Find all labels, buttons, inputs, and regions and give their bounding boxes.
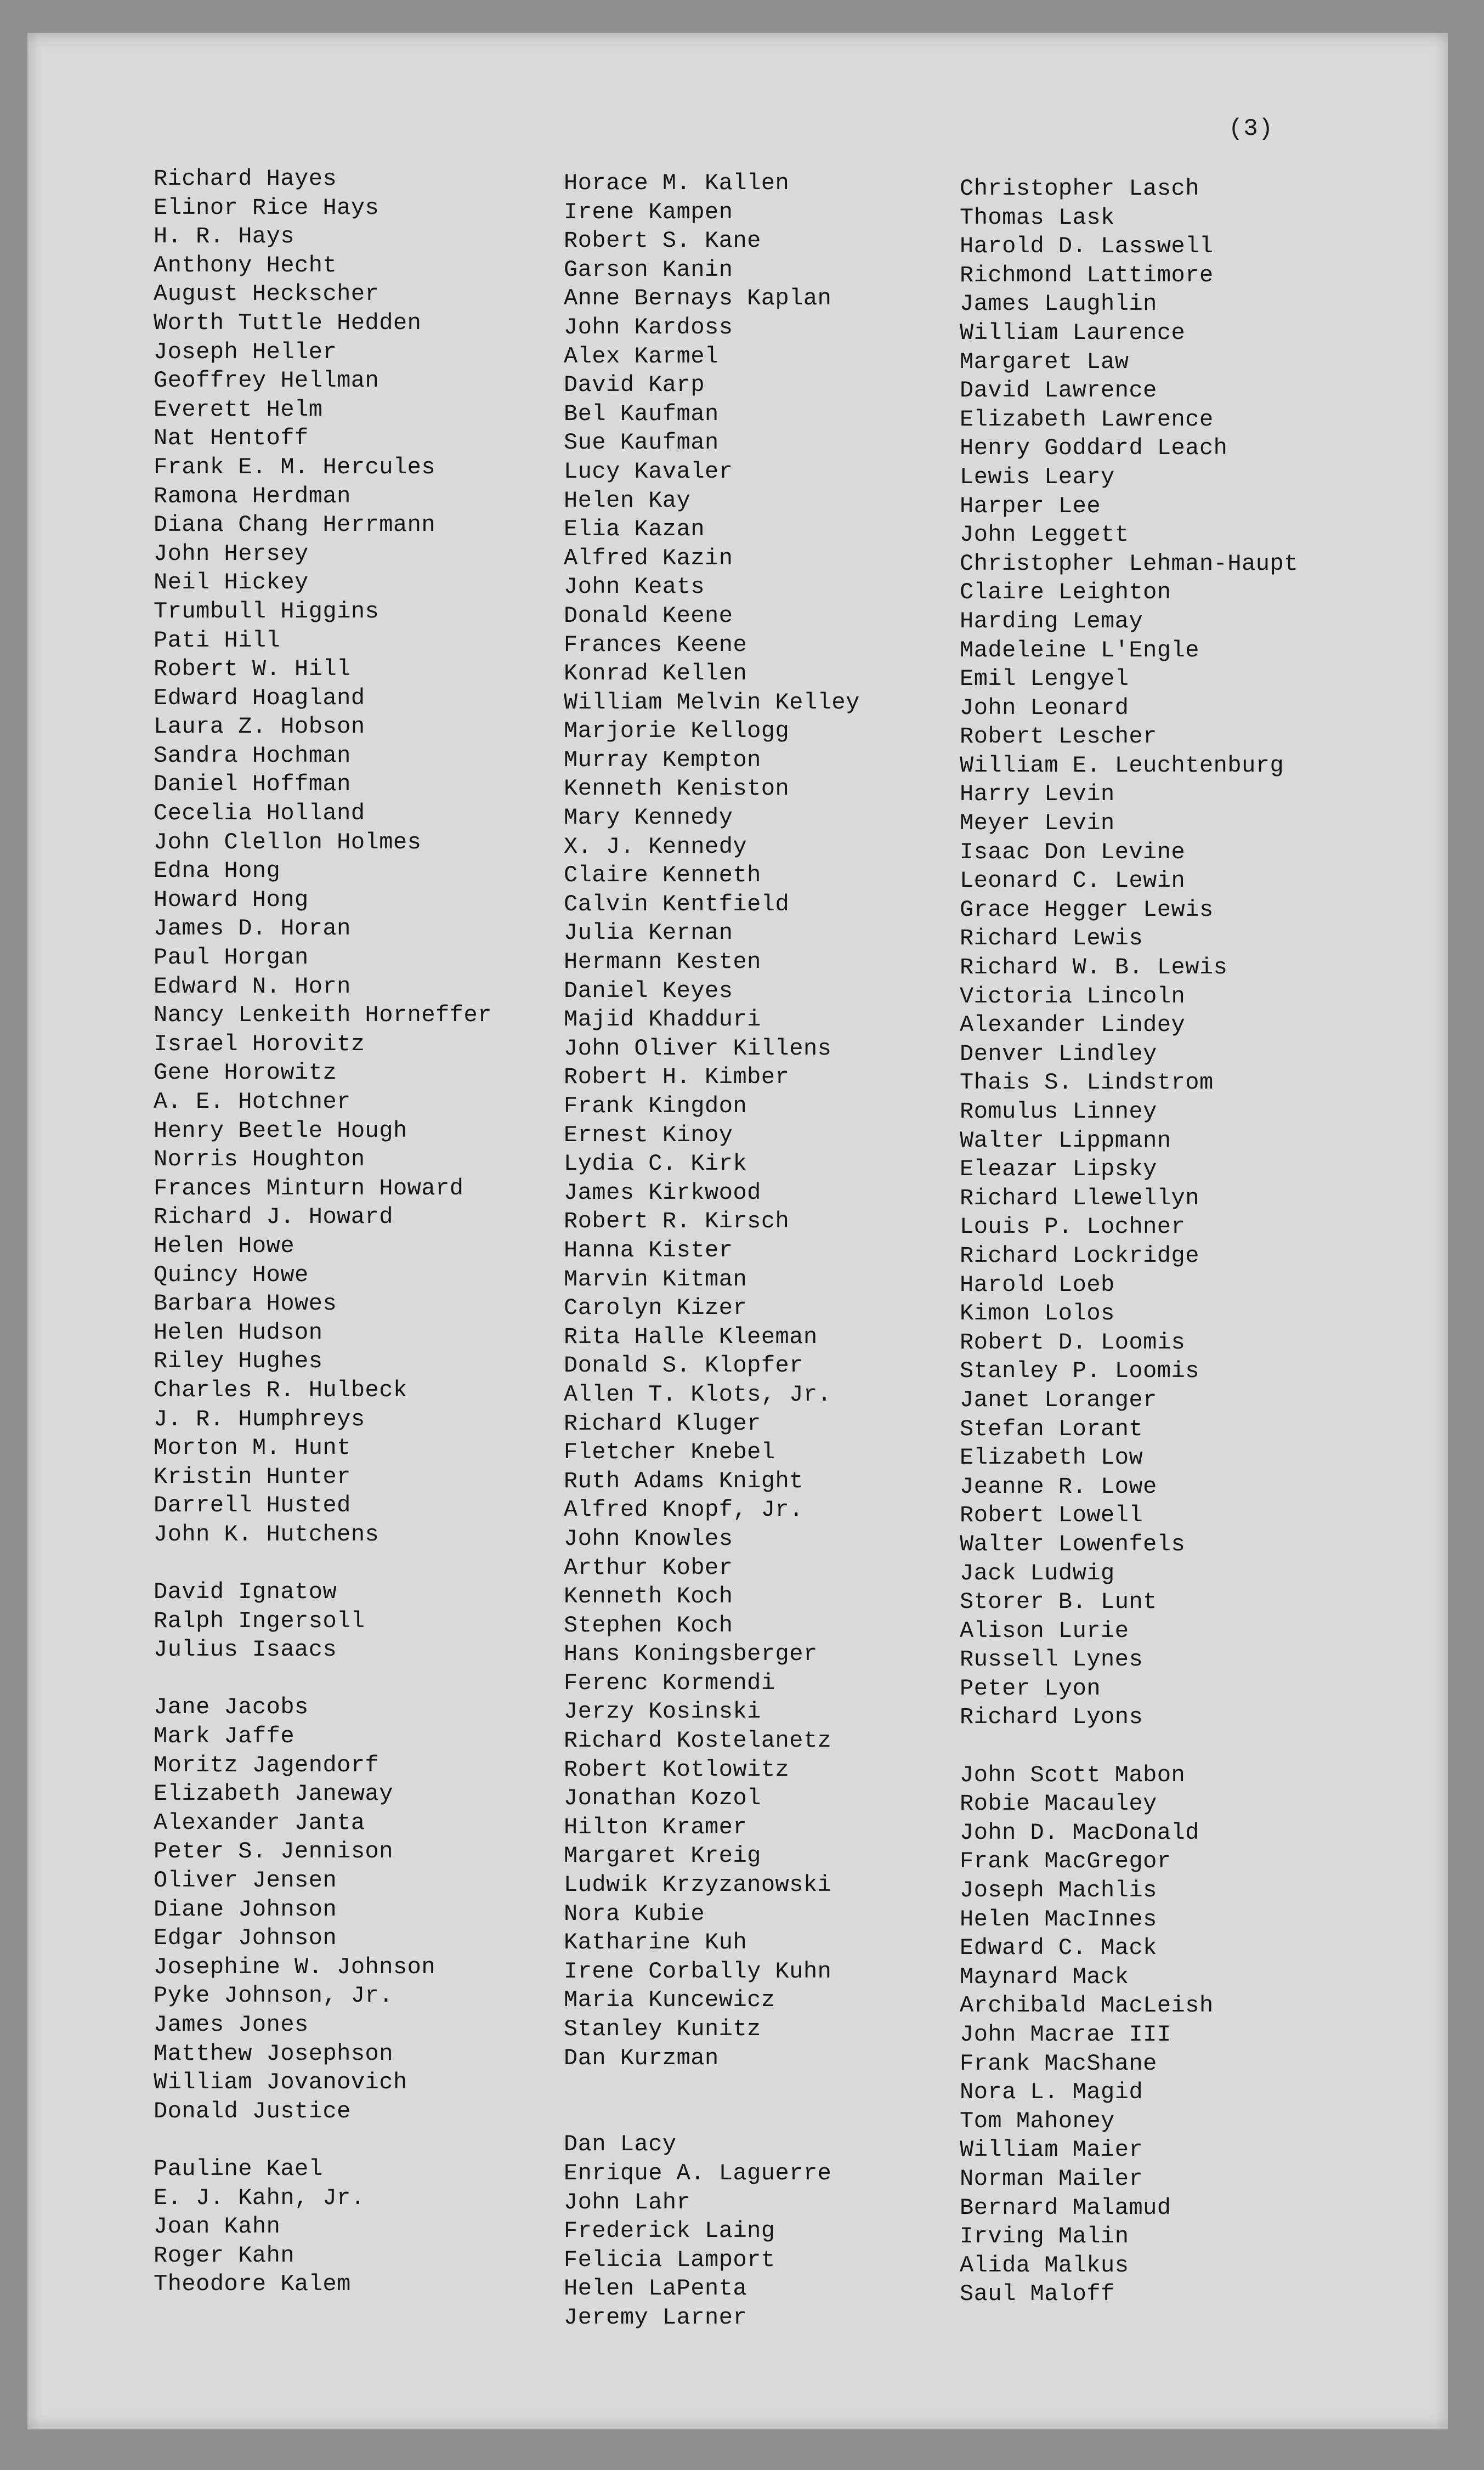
name-entry: Sue Kaufman: [564, 429, 719, 456]
name-entry: Nora L. Magid: [960, 2079, 1143, 2106]
name-entry: E. J. Kahn, Jr.: [154, 2184, 365, 2211]
name-entry: Richard Lewis: [960, 925, 1143, 952]
name-entry: Leonard C. Lewin: [960, 868, 1186, 894]
name-entry: Daniel Hoffman: [154, 771, 351, 798]
name-entry: Madeleine L'Engle: [960, 637, 1199, 664]
name-entry: Romulus Linney: [960, 1098, 1157, 1125]
name-entry: Moritz Jagendorf: [154, 1752, 380, 1778]
name-entry: Donald Keene: [564, 602, 733, 629]
name-entry: Jane Jacobs: [154, 1694, 309, 1721]
name-entry: Hanna Kister: [564, 1237, 733, 1264]
name-entry: Robert Kotlowitz: [564, 1756, 790, 1783]
name-entry: Laura Z. Hobson: [154, 713, 365, 740]
name-entry: Frances Keene: [564, 631, 747, 658]
name-entry: William Laurence: [960, 319, 1186, 346]
name-entry: Robert R. Kirsch: [564, 1208, 790, 1235]
name-entry: Helen Howe: [154, 1232, 295, 1259]
name-entry: Elizabeth Janeway: [154, 1781, 393, 1808]
name-entry: John Leonard: [960, 694, 1129, 721]
name-entry: Alexander Janta: [154, 1809, 365, 1836]
name-entry: Riley Hughes: [154, 1348, 323, 1375]
name-entry: Robert H. Kimber: [564, 1064, 790, 1091]
name-entry: Bel Kaufman: [564, 400, 719, 427]
name-entry: Jeremy Larner: [564, 2304, 747, 2331]
name-entry: Anne Bernays Kaplan: [564, 285, 832, 312]
name-entry: Richard Lyons: [960, 1704, 1143, 1731]
name-entry: Garson Kanin: [564, 256, 733, 283]
name-column-1: [154, 165, 492, 2299]
name-entry: Tom Mahoney: [960, 2108, 1115, 2134]
name-entry: Daniel Keyes: [564, 977, 733, 1004]
name-entry: Helen Hudson: [154, 1319, 323, 1346]
name-entry: August Heckscher: [154, 281, 380, 308]
name-entry: Harry Levin: [960, 781, 1115, 808]
name-entry: Maynard Mack: [960, 1963, 1129, 1990]
name-entry: Rita Halle Kleeman: [564, 1323, 818, 1350]
name-entry: William E. Leuchtenburg: [960, 752, 1284, 779]
name-entry: David Karp: [564, 372, 705, 399]
name-entry: Richmond Lattimore: [960, 262, 1214, 288]
name-entry: Matthew Josephson: [154, 2040, 393, 2067]
name-entry: Kenneth Keniston: [564, 775, 790, 802]
name-entry: James D. Horan: [154, 915, 351, 942]
name-entry: Katharine Kuh: [564, 1929, 747, 1956]
name-entry: Stefan Lorant: [960, 1415, 1143, 1442]
name-entry: Harold D. Lasswell: [960, 233, 1214, 260]
name-entry: Louis P. Lochner: [960, 1214, 1186, 1240]
name-entry: Allen T. Klots, Jr.: [564, 1381, 832, 1408]
name-entry: Elinor Rice Hays: [154, 194, 380, 221]
name-entry: Ruth Adams Knight: [564, 1468, 803, 1494]
name-entry: Julia Kernan: [564, 920, 733, 947]
name-entry: David Ignatow: [154, 1579, 337, 1606]
name-entry: Eleazar Lipsky: [960, 1156, 1157, 1183]
name-entry: H. R. Hays: [154, 223, 295, 250]
name-entry: Anthony Hecht: [154, 252, 337, 279]
name-entry: Worth Tuttle Hedden: [154, 309, 422, 336]
name-entry: Robert Lescher: [960, 723, 1157, 750]
name-entry: Christopher Lehman-Haupt: [960, 550, 1298, 577]
name-entry: Ludwik Krzyzanowski: [564, 1872, 832, 1899]
name-entry: Richard Llewellyn: [960, 1185, 1199, 1211]
name-entry: Alfred Kazin: [564, 545, 733, 571]
name-entry: Richard Hayes: [154, 166, 337, 192]
name-entry: Mary Kennedy: [564, 805, 733, 831]
name-entry: Meyer Levin: [960, 810, 1115, 837]
name-entry: Paul Horgan: [154, 944, 309, 971]
name-entry: John Scott Mabon: [960, 1761, 1186, 1788]
name-entry: Richard W. B. Lewis: [960, 954, 1228, 981]
name-entry: Grace Hegger Lewis: [960, 896, 1214, 923]
name-entry: Joan Kahn: [154, 2213, 281, 2240]
name-entry: Jonathan Kozol: [564, 1785, 761, 1812]
name-entry: Denver Lindley: [960, 1040, 1157, 1067]
name-entry: Joseph Machlis: [960, 1877, 1157, 1904]
name-entry: Peter S. Jennison: [154, 1838, 393, 1865]
name-entry: Robert S. Kane: [564, 228, 761, 254]
name-entry: Fletcher Knebel: [564, 1439, 775, 1466]
name-entry: Sandra Hochman: [154, 742, 351, 769]
name-entry: Donald S. Klopfer: [564, 1352, 803, 1379]
name-entry: Emil Lengyel: [960, 666, 1129, 693]
name-entry: Maria Kuncewicz: [564, 1987, 775, 2014]
name-entry: Alexander Lindey: [960, 1012, 1186, 1039]
name-entry: Norris Houghton: [154, 1146, 365, 1173]
name-entry: Frank MacGregor: [960, 1848, 1171, 1875]
name-entry: Jerzy Kosinski: [564, 1698, 761, 1725]
name-entry: Pati Hill: [154, 627, 281, 654]
name-entry: Cecelia Holland: [154, 800, 365, 827]
name-entry: Pauline Kael: [154, 2155, 323, 2182]
name-entry: Edward C. Mack: [960, 1935, 1157, 1962]
name-entry: David Lawrence: [960, 377, 1157, 404]
name-entry: James Jones: [154, 2012, 309, 2038]
name-entry: Frances Minturn Howard: [154, 1175, 464, 1202]
name-entry: Geoffrey Hellman: [154, 367, 380, 394]
name-entry: J. R. Humphreys: [154, 1406, 365, 1432]
name-entry: John Knowles: [564, 1525, 733, 1552]
name-entry: A. E. Hotchner: [154, 1089, 351, 1115]
name-entry: Walter Lippmann: [960, 1127, 1171, 1154]
name-entry: Thais S. Lindstrom: [960, 1069, 1214, 1096]
name-entry: X. J. Kennedy: [564, 833, 747, 860]
name-entry: Hermann Kesten: [564, 949, 761, 976]
name-entry: Marvin Kitman: [564, 1266, 747, 1293]
name-entry: William Jovanovich: [154, 2069, 407, 2096]
name-entry: Elizabeth Low: [960, 1444, 1143, 1471]
name-entry: Janet Loranger: [960, 1386, 1157, 1413]
name-entry: Hans Koningsberger: [564, 1641, 818, 1668]
name-entry: John Leggett: [960, 522, 1129, 548]
name-entry: Irene Kampen: [564, 199, 733, 225]
name-entry: Edgar Johnson: [154, 1925, 337, 1952]
name-column-3: [960, 174, 1298, 2309]
blank-line: [154, 1664, 492, 1693]
name-entry: Helen Kay: [564, 487, 691, 514]
name-entry: Edna Hong: [154, 858, 281, 885]
name-entry: Diane Johnson: [154, 1896, 337, 1923]
blank-line: [154, 1549, 492, 1578]
name-entry: John D. MacDonald: [960, 1819, 1199, 1846]
name-entry: Diana Chang Herrmann: [154, 512, 436, 539]
name-entry: Irene Corbally Kuhn: [564, 1958, 832, 1985]
name-entry: Jack Ludwig: [960, 1560, 1115, 1587]
name-entry: Mark Jaffe: [154, 1723, 295, 1750]
name-entry: Donald Justice: [154, 2098, 351, 2125]
name-entry: Claire Kenneth: [564, 862, 761, 889]
name-entry: Frank Kingdon: [564, 1093, 747, 1119]
name-entry: Alida Malkus: [960, 2252, 1129, 2279]
name-entry: Harper Lee: [960, 492, 1101, 519]
name-entry: Alfred Knopf, Jr.: [564, 1497, 803, 1523]
name-entry: Lucy Kavaler: [564, 458, 733, 485]
name-entry: Richard Kluger: [564, 1410, 761, 1437]
name-entry: Dan Kurzman: [564, 2044, 719, 2071]
name-entry: Harding Lemay: [960, 608, 1143, 635]
name-entry: Felicia Lamport: [564, 2246, 775, 2273]
name-entry: Bernard Malamud: [960, 2194, 1171, 2221]
name-entry: Horace M. Kallen: [564, 170, 790, 196]
name-entry: Marjorie Kellogg: [564, 718, 790, 745]
name-entry: John Oliver Killens: [564, 1035, 832, 1062]
name-entry: Carolyn Kizer: [564, 1295, 747, 1322]
page-number: (3): [1228, 115, 1274, 143]
name-entry: Barbara Howes: [154, 1290, 337, 1317]
name-entry: Henry Goddard Leach: [960, 435, 1228, 462]
name-entry: Kimon Lolos: [960, 1300, 1115, 1327]
name-entry: Edward N. Horn: [154, 973, 351, 1000]
name-entry: Darrell Husted: [154, 1492, 351, 1519]
name-entry: Ralph Ingersoll: [154, 1607, 365, 1634]
name-entry: Howard Hong: [154, 886, 309, 913]
name-entry: John K. Hutchens: [154, 1521, 380, 1548]
name-entry: Josephine W. Johnson: [154, 1953, 436, 1980]
name-entry: Majid Khadduri: [564, 1006, 761, 1033]
name-entry: Irving Malin: [960, 2223, 1129, 2250]
name-entry: Kenneth Koch: [564, 1583, 733, 1610]
name-entry: Nancy Lenkeith Horneffer: [154, 1002, 492, 1029]
name-entry: Ramona Herdman: [154, 483, 351, 509]
name-entry: Dan Lacy: [564, 2131, 677, 2158]
name-entry: Saul Maloff: [960, 2281, 1115, 2308]
name-entry: Lydia C. Kirk: [564, 1151, 747, 1177]
name-entry: Ernest Kinoy: [564, 1121, 733, 1148]
name-entry: Robert W. Hill: [154, 656, 351, 683]
name-entry: Frank E. M. Hercules: [154, 454, 436, 480]
name-entry: Israel Horovitz: [154, 1030, 365, 1057]
name-entry: Russell Lynes: [960, 1646, 1143, 1673]
name-entry: Trumbull Higgins: [154, 598, 380, 625]
name-entry: Charles R. Hulbeck: [154, 1376, 407, 1403]
name-entry: Nora Kubie: [564, 1900, 705, 1927]
name-entry: Stanley Kunitz: [564, 2016, 761, 2042]
name-entry: Peter Lyon: [960, 1675, 1101, 1702]
name-entry: Archibald MacLeish: [960, 1992, 1214, 2019]
name-entry: Julius Isaacs: [154, 1636, 337, 1663]
name-entry: Gene Horowitz: [154, 1060, 337, 1086]
name-entry: John Hersey: [154, 540, 309, 567]
name-entry: Arthur Kober: [564, 1554, 733, 1581]
name-entry: Elizabeth Lawrence: [960, 406, 1214, 433]
name-entry: Stanley P. Loomis: [960, 1358, 1199, 1385]
name-entry: Ferenc Kormendi: [564, 1669, 775, 1696]
name-entry: Kristin Hunter: [154, 1463, 351, 1490]
name-entry: Robert Lowell: [960, 1502, 1143, 1529]
name-entry: Margaret Kreig: [564, 1843, 761, 1870]
name-entry: Harold Loeb: [960, 1271, 1115, 1298]
name-entry: Nat Hentoff: [154, 425, 309, 452]
name-entry: Oliver Jensen: [154, 1867, 337, 1894]
name-entry: Theodore Kalem: [154, 2271, 351, 2298]
name-entry: Pyke Johnson, Jr.: [154, 1982, 393, 2009]
name-entry: Elia Kazan: [564, 516, 705, 543]
name-entry: Richard J. Howard: [154, 1204, 393, 1231]
name-entry: Alison Lurie: [960, 1617, 1129, 1644]
name-entry: Thomas Lask: [960, 204, 1115, 231]
blank-line: [564, 2101, 860, 2131]
name-entry: John Keats: [564, 574, 705, 600]
name-entry: Robert D. Loomis: [960, 1329, 1186, 1356]
name-entry: Konrad Kellen: [564, 660, 747, 687]
name-entry: Neil Hickey: [154, 569, 309, 596]
name-entry: Joseph Heller: [154, 338, 337, 365]
blank-line: [564, 2072, 860, 2101]
name-entry: Helen LaPenta: [564, 2275, 747, 2302]
name-entry: Frank MacShane: [960, 2050, 1157, 2077]
name-entry: Quincy Howe: [154, 1261, 309, 1288]
name-entry: Isaac Don Levine: [960, 839, 1186, 865]
name-entry: John Lahr: [564, 2189, 691, 2216]
name-entry: Norman Mailer: [960, 2165, 1143, 2192]
name-entry: Enrique A. Laguerre: [564, 2160, 832, 2186]
name-entry: Jeanne R. Lowe: [960, 1473, 1157, 1500]
name-entry: Edward Hoagland: [154, 684, 365, 711]
name-entry: James Laughlin: [960, 291, 1157, 318]
name-entry: Walter Lowenfels: [960, 1531, 1186, 1557]
name-entry: Victoria Lincoln: [960, 983, 1186, 1010]
name-entry: William Maier: [960, 2137, 1143, 2163]
name-entry: Claire Leighton: [960, 579, 1171, 606]
name-entry: Robie Macauley: [960, 1791, 1157, 1817]
name-entry: James Kirkwood: [564, 1179, 761, 1206]
name-column-2: [564, 169, 860, 2332]
name-entry: Frederick Laing: [564, 2218, 775, 2245]
name-entry: Calvin Kentfield: [564, 891, 790, 917]
name-entry: Henry Beetle Hough: [154, 1117, 407, 1144]
name-entry: Richard Lockridge: [960, 1242, 1199, 1269]
name-entry: Roger Kahn: [154, 2242, 295, 2269]
name-entry: Storer B. Lunt: [960, 1589, 1157, 1616]
name-entry: John Kardoss: [564, 314, 733, 341]
name-entry: Stephen Koch: [564, 1612, 733, 1639]
name-entry: Morton M. Hunt: [154, 1435, 351, 1461]
blank-line: [154, 2126, 492, 2155]
name-entry: Murray Kempton: [564, 746, 761, 773]
name-entry: Everett Helm: [154, 396, 323, 423]
name-entry: William Melvin Kelley: [564, 689, 860, 716]
name-entry: Christopher Lasch: [960, 175, 1199, 202]
name-entry: John Macrae III: [960, 2021, 1171, 2048]
name-entry: Lewis Leary: [960, 463, 1115, 490]
name-entry: John Clellon Holmes: [154, 829, 422, 856]
blank-line: [960, 1732, 1298, 1761]
name-entry: Hilton Kramer: [564, 1814, 747, 1840]
name-entry: Richard Kostelanetz: [564, 1727, 832, 1754]
name-entry: Margaret Law: [960, 348, 1129, 375]
name-entry: Helen MacInnes: [960, 1906, 1157, 1933]
name-entry: Alex Karmel: [564, 343, 719, 370]
